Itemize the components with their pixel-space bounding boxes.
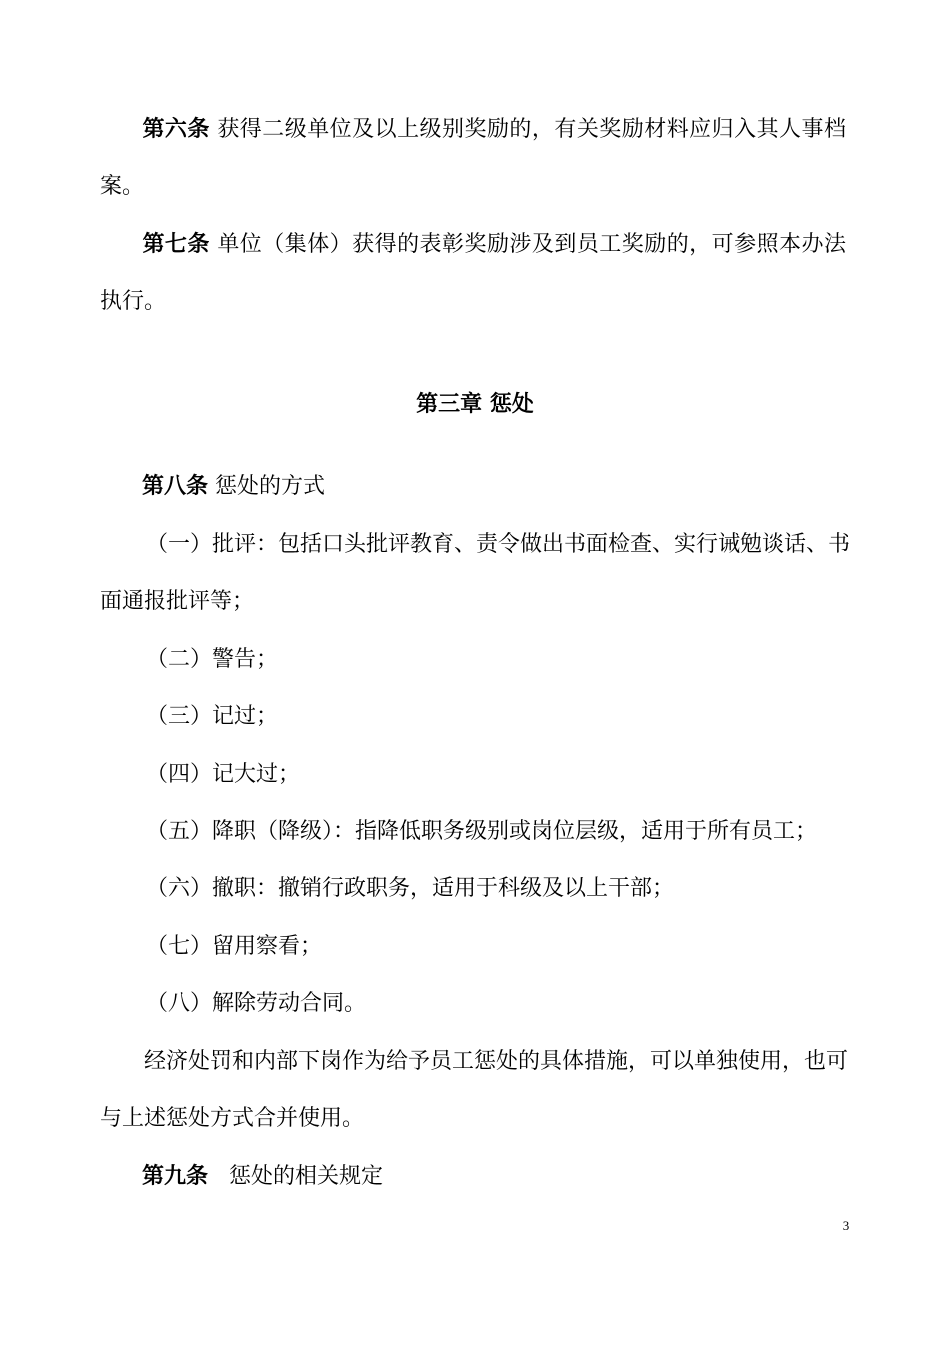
article-8-label: 第八条 (142, 474, 209, 499)
article-6-line-2: 案。 (100, 174, 145, 199)
article-8-note-line-1: 经济处罚和内部下岗作为给予员工惩处的具体措施，可以单独使用，也可 (144, 1049, 849, 1074)
article-9-label: 第九条 (142, 1164, 209, 1189)
article-8-note-line-2: 与上述惩处方式合并使用。 (100, 1106, 365, 1131)
article-8-item-2: （二）警告； (146, 647, 279, 672)
article-8-item-7: （七）留用察看； (146, 934, 323, 959)
article-7-line-1 (100, 230, 846, 260)
article-6-line-1 (100, 115, 846, 145)
article-8-item-5: （五）降职（降级）：指降低职务级别或岗位层级，适用于所有员工； (146, 819, 818, 844)
article-6-text: 获得二级单位及以上级别奖励的，有关奖励材料应归入其人事档 (217, 117, 846, 142)
article-7-label: 第七条 (142, 232, 210, 257)
article-9-text: 惩处的相关规定 (229, 1164, 384, 1189)
page-number: 3 (842, 1218, 850, 1233)
article-8-heading (142, 472, 325, 502)
article-8-item-8: （八）解除劳动合同。 (146, 991, 367, 1016)
article-9-heading (142, 1162, 383, 1192)
article-7-line-2: 执行。 (100, 289, 167, 314)
article-8-item-6: （六）撤职：撤销行政职务，适用于科级及以上干部； (146, 876, 675, 901)
chapter-3-title: 第三章 惩处 (416, 392, 534, 417)
article-7-text: 单位（集体）获得的表彰奖励涉及到员工奖励的，可参照本办法 (217, 232, 846, 257)
article-8-item-3: （三）记过； (146, 704, 279, 729)
article-8-text: 惩处的方式 (215, 474, 326, 499)
article-8-item-1-line-2: 面通报批评等； (100, 589, 255, 614)
article-8-item-4: （四）记大过； (146, 762, 301, 787)
article-6-label: 第六条 (142, 117, 210, 142)
article-8-item-1-line-1: （一）批评：包括口头批评教育、责令做出书面检查、实行诫勉谈话、书 (146, 532, 851, 557)
